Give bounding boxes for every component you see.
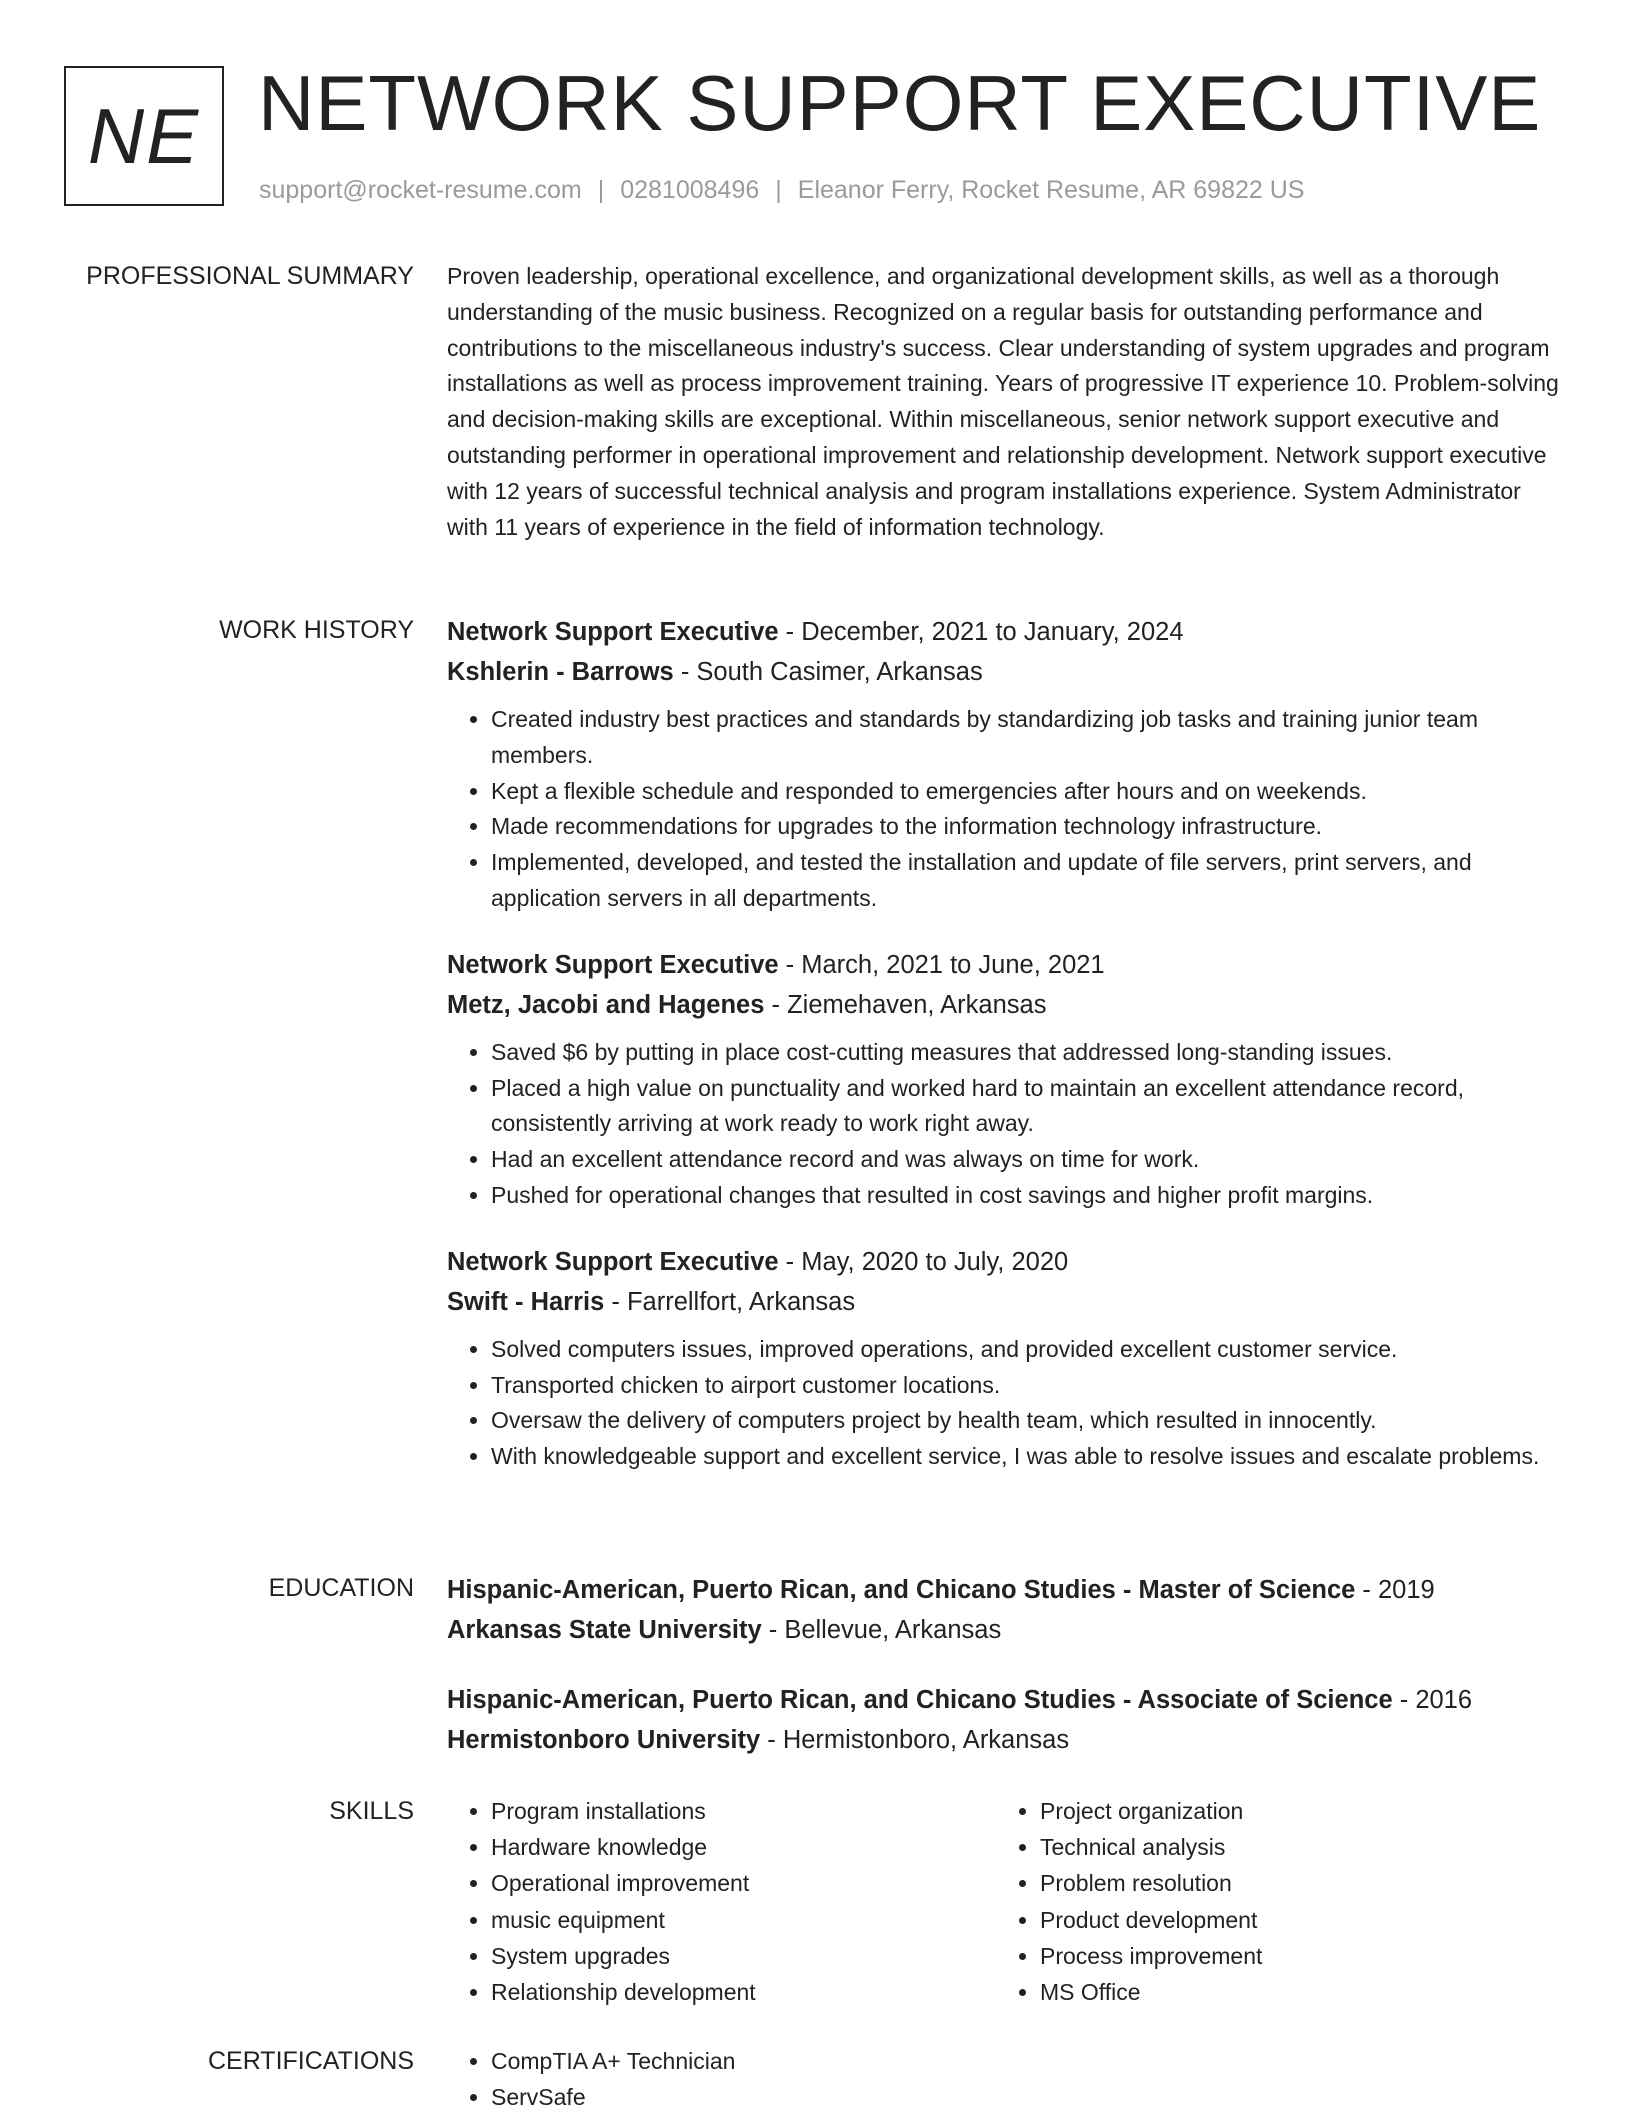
separator: | — [597, 176, 605, 204]
skill-item: • Problem resolution — [1040, 1865, 1545, 1901]
skill-item: • Process improvement — [1040, 1938, 1545, 1974]
job-title: Network Support Executive — [447, 618, 779, 646]
section-label-certifications: CERTIFICATIONS — [207, 2047, 414, 2075]
section-label-work: WORK HISTORY — [219, 616, 414, 644]
job-bullets — [447, 1035, 1567, 1214]
job-dates: - March, 2021 to June, 2021 — [778, 950, 1105, 979]
job-dates: - May, 2020 to July, 2020 — [778, 1247, 1069, 1276]
section-label-summary: PROFESSIONAL SUMMARY — [86, 262, 414, 290]
job-company: Swift - Harris — [447, 1287, 605, 1316]
job-bullets — [447, 1332, 1567, 1475]
skill-item: • Relationship development — [491, 1974, 996, 2010]
list-item: • Oversaw the delivery of computers project by health team, which resulted in innocently. — [491, 1403, 1567, 1439]
school-location: - Hermistonboro, Arkansas — [760, 1726, 1070, 1754]
job-entry — [447, 945, 1567, 1214]
job-entry — [447, 612, 1567, 917]
skill-item: • Technical analysis — [1040, 1829, 1545, 1865]
list-item: • Placed a high value on punctuality and worked hard to maintain an excellent attendance record, consistently arriving at work ready to work right away. — [491, 1071, 1567, 1143]
contact-email: support@rocket-resume.com — [259, 176, 582, 204]
degree-line — [447, 1680, 1567, 1720]
job-title-line — [447, 1242, 1567, 1282]
skill-item: • System upgrades — [491, 1938, 996, 1974]
school-location: - Bellevue, Arkansas — [761, 1616, 1002, 1644]
contact-address: Eleanor Ferry, Rocket Resume, AR 69822 US — [797, 176, 1305, 204]
list-item: • Saved $6 by putting in place cost-cutting measures that addressed long-standing issues. — [491, 1035, 1567, 1071]
school-line — [447, 1720, 1567, 1760]
skill-item: • Operational improvement — [491, 1865, 996, 1901]
degree-year: - 2019 — [1355, 1576, 1435, 1604]
list-item: • Solved computers issues, improved operations, and provided excellent customer service. — [491, 1332, 1567, 1368]
skill-item: • Hardware knowledge — [491, 1829, 996, 1865]
job-location: - Ziemehaven, Arkansas — [764, 990, 1047, 1019]
job-location: - Farrellfort, Arkansas — [604, 1287, 856, 1316]
skills-list-left — [447, 1793, 996, 2010]
job-entry — [447, 1242, 1567, 1475]
skills-list-right — [996, 1793, 1545, 2010]
school: Arkansas State University — [447, 1616, 762, 1644]
job-title: Network Support Executive — [447, 1247, 779, 1276]
degree: Hispanic-American, Puerto Rican, and Chicano Studies - Master of Science — [447, 1576, 1356, 1604]
job-bullets — [447, 702, 1567, 917]
skill-item: • Program installations — [491, 1793, 996, 1829]
job-company: Metz, Jacobi and Hagenes — [447, 990, 765, 1019]
list-item: • Had an excellent attendance record and was always on time for work. — [491, 1142, 1567, 1178]
degree-line — [447, 1570, 1567, 1610]
education-entry — [447, 1570, 1567, 1650]
skill-item: • music equipment — [491, 1902, 996, 1938]
list-item: • Pushed for operational changes that resulted in cost savings and higher profit margins. — [491, 1178, 1567, 1214]
list-item: • Created industry best practices and standards by standardizing job tasks and training junior team members. — [491, 702, 1567, 774]
job-title-line — [447, 612, 1567, 652]
list-item: • With knowledgeable support and excellent service, I was able to resolve issues and escalate problems. — [491, 1439, 1567, 1475]
contact-phone: 0281008496 — [620, 176, 760, 204]
page-title: NETWORK SUPPORT EXECUTIVE — [258, 59, 1542, 147]
certifications-list — [447, 2043, 1567, 2115]
skill-item: • Project organization — [1040, 1793, 1545, 1829]
section-label-education: EDUCATION — [268, 1574, 414, 1602]
list-item: • Implemented, developed, and tested the installation and update of file servers, print servers, and application servers in all departments. — [491, 845, 1567, 917]
list-item: • Made recommendations for upgrades to the information technology infrastructure. — [491, 809, 1567, 845]
skill-item: • MS Office — [1040, 1974, 1545, 2010]
certification-item: • ServSafe — [491, 2079, 1567, 2115]
job-title: Network Support Executive — [447, 950, 779, 979]
skills-columns — [447, 1793, 1567, 2010]
list-item: • Transported chicken to airport customer locations. — [491, 1368, 1567, 1404]
list-item: • Kept a flexible schedule and responded to emergencies after hours and on weekends. — [491, 774, 1567, 810]
school: Hermistonboro University — [447, 1726, 761, 1754]
school-line — [447, 1610, 1567, 1650]
monogram-badge: NE — [64, 66, 224, 206]
job-company-line — [447, 652, 1567, 692]
degree-year: - 2016 — [1392, 1686, 1473, 1714]
section-label-skills: SKILLS — [329, 1797, 414, 1825]
contact-line — [259, 176, 1304, 205]
job-title-line — [447, 945, 1567, 985]
summary-text: Proven leadership, operational excellence, and organizational development skills, as well as a thorough understanding of the music business. Recognized on a regular basis for outstanding performance and contributions to the miscellaneous industry's success. Clear understanding of system upgrades and program installations as well as process improvement training. Years of progressive IT experience 10. Problem-solving and decision-making skills are exceptional. Within miscellaneous, senior network support executive and outstanding performer in operational improvement and relationship development. Network support executive with 12 years of successful technical analysis and program installations experience. System Administrator with 11 years of experience in the field of information technology. — [447, 263, 1559, 540]
separator: | — [775, 176, 782, 204]
job-dates: - December, 2021 to January, 2024 — [778, 618, 1184, 646]
job-company: Kshlerin - Barrows — [447, 658, 674, 686]
certification-item: • CompTIA A+ Technician — [491, 2043, 1567, 2079]
skill-item: • Product development — [1040, 1902, 1545, 1938]
education-entry — [447, 1680, 1567, 1760]
job-company-line — [447, 1282, 1567, 1322]
job-company-line — [447, 985, 1567, 1025]
job-location: - South Casimer, Arkansas — [673, 658, 983, 686]
degree: Hispanic-American, Puerto Rican, and Chicano Studies - Associate of Science — [447, 1686, 1393, 1714]
